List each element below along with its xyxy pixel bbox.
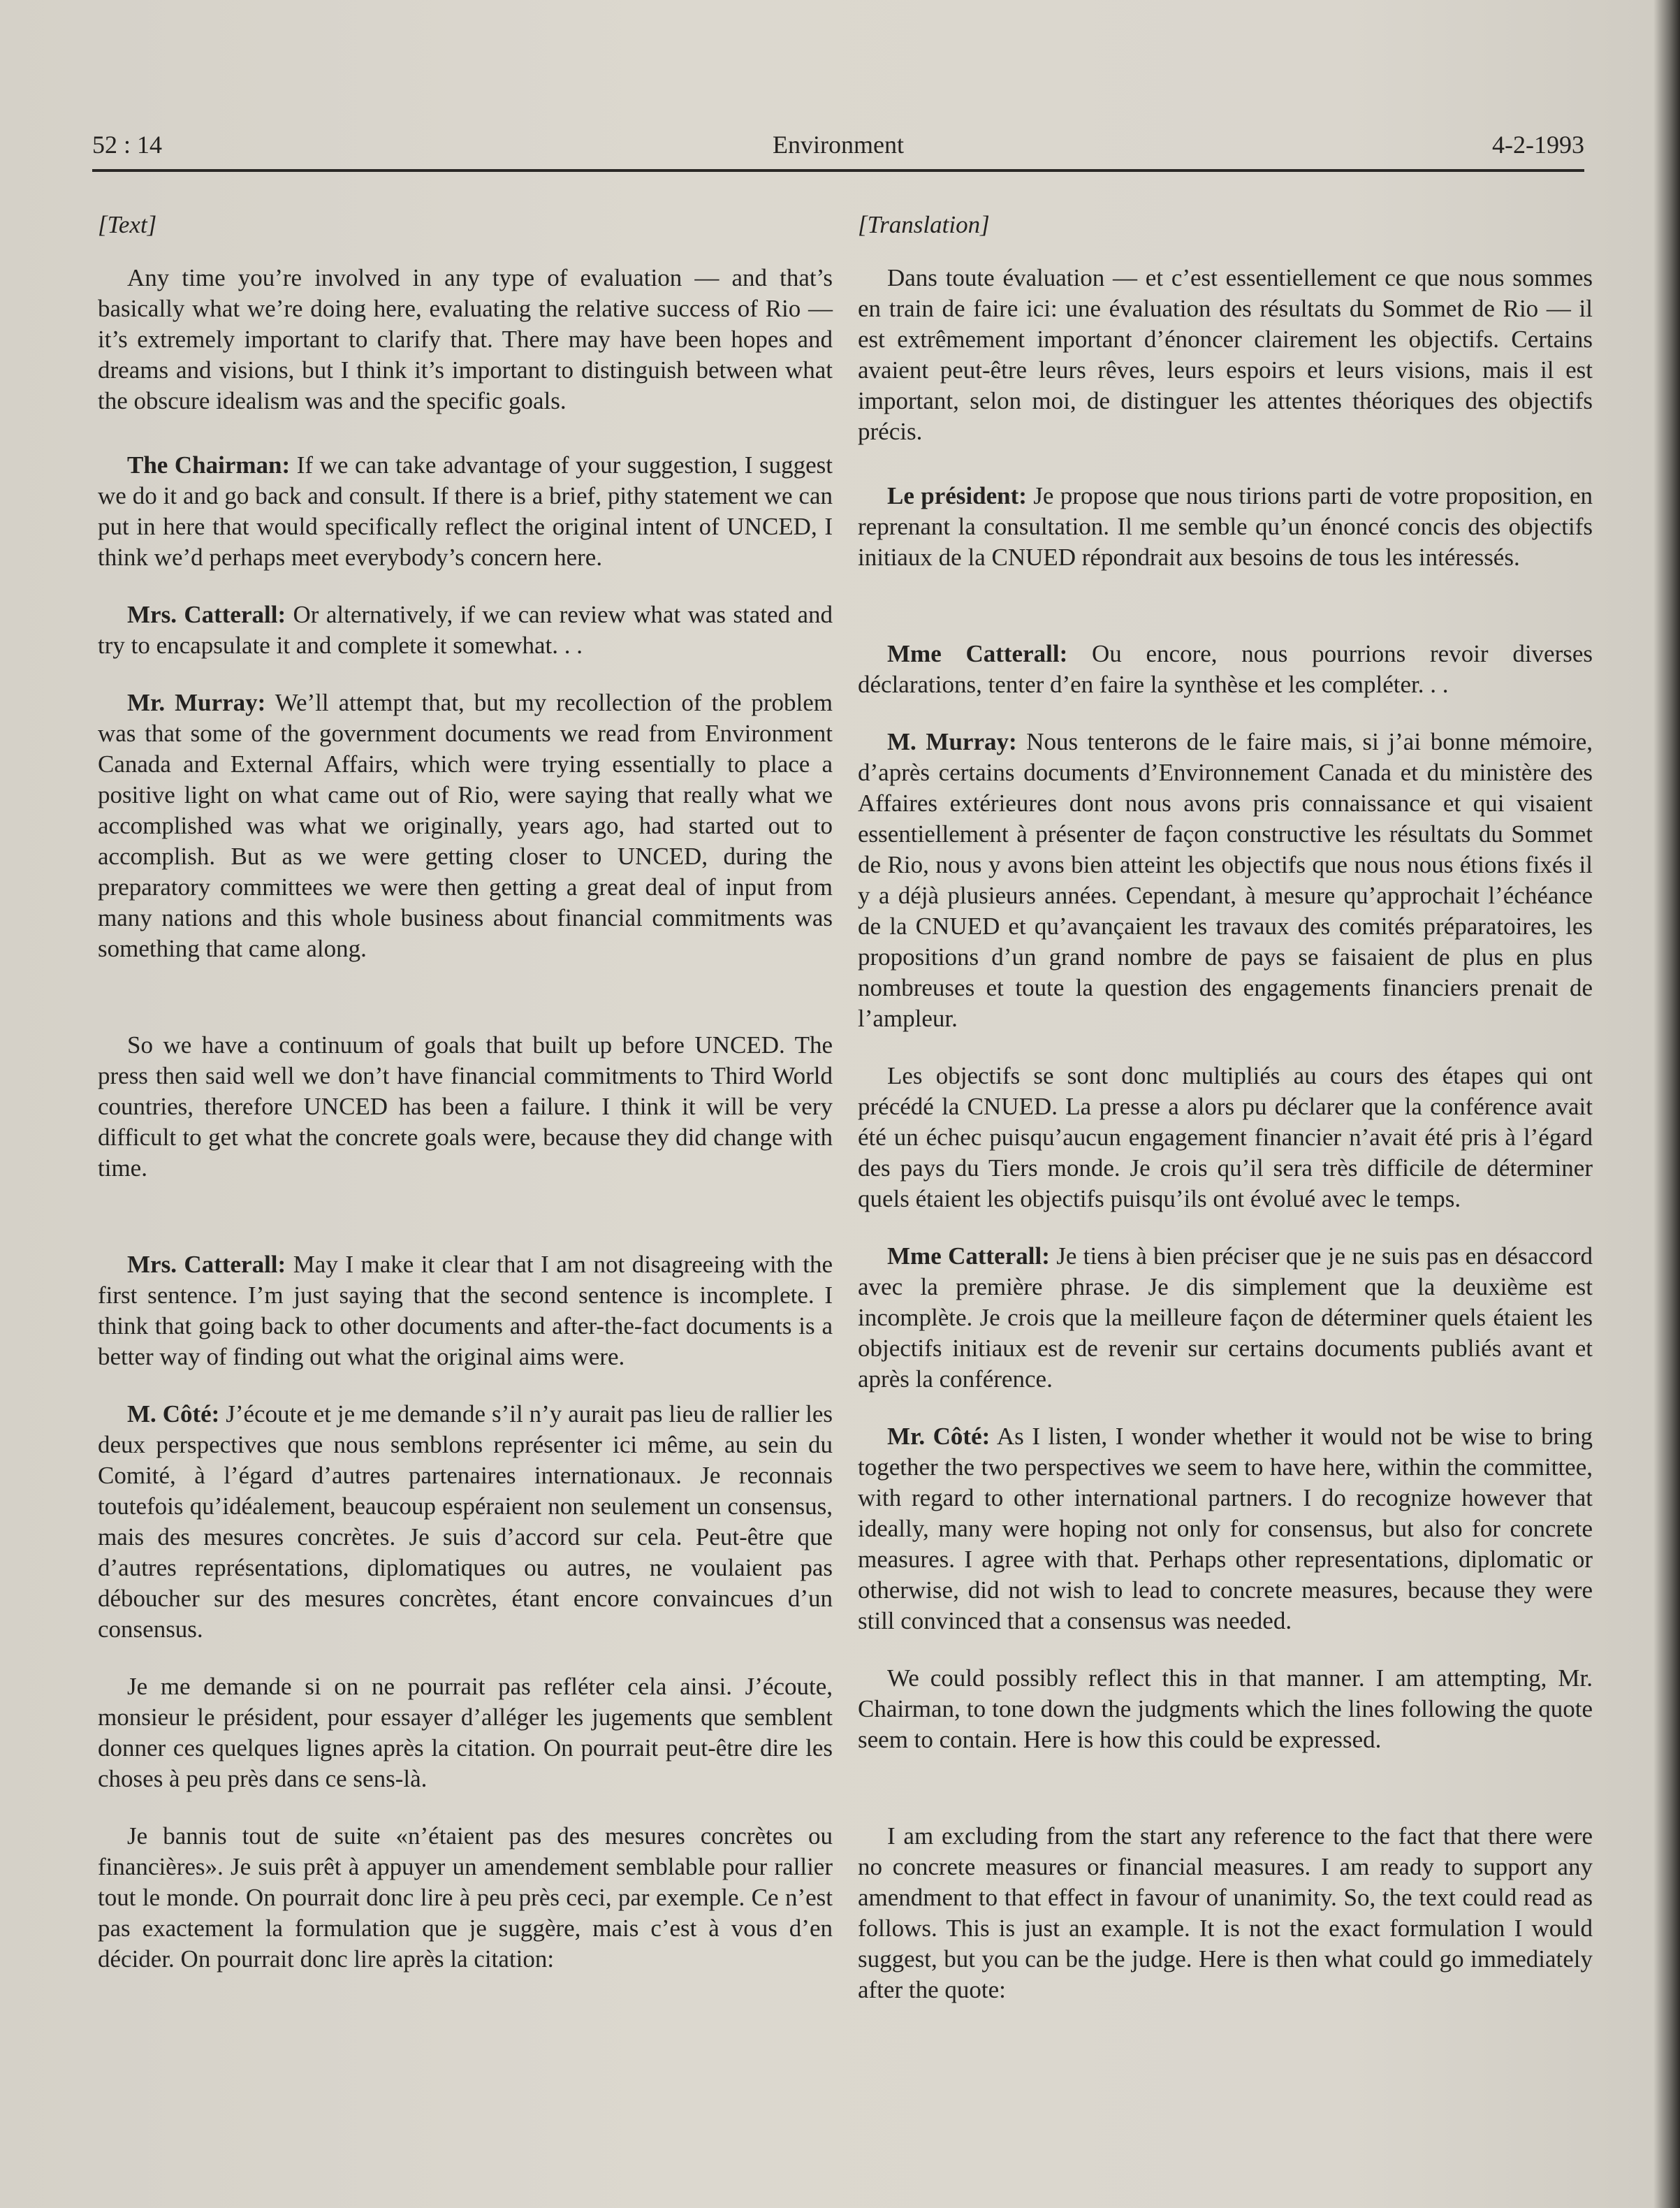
paragraph-text: Or alternatively, if we can review what was stated and try to encapsulate it and complete it somewhat. . . [98, 601, 833, 659]
paragraph [98, 263, 833, 416]
column-label: [Translation] [858, 211, 990, 238]
paragraph [98, 1821, 833, 1975]
paragraph-text: We’ll attempt that, but my recollection of the problem was that some of the government documents we read from Environment Canada and External Affairs, which were trying essentially to place a positive light on what came out of Rio, were saying that really what we accomplished was what we originally, years ago, had started out to accomplish. But as we were getting closer to UNCED, during the preparatory committees we were then getting a great deal of input from many nations and this whole business about financial commitments was something that came along. [98, 689, 833, 962]
paragraph [858, 1821, 1593, 2005]
paragraph [98, 450, 833, 573]
paragraph-text: Je bannis tout de suite «n’étaient pas des mesures concrètes ou financières». Je suis prêt à appuyer un amendement semblable pour rallier tout le monde. On pourrait donc lire à peu près ceci, par exemple. Ce n’est pas exactement la formulation que je suggère, mais c’est à vous d’en décider. On pourrait donc lire après la citation: [98, 1822, 833, 1973]
speaker-name: Mme Catterall: [887, 640, 1068, 667]
speaker-name: Mrs. Catterall: [127, 601, 286, 628]
paragraph [98, 1249, 833, 1372]
paragraph [858, 639, 1593, 700]
paragraph-text: Je tiens à bien préciser que je ne suis pas en désaccord avec la première phrase. Je dis simplement que la deuxième est incomplète. Je crois que la meilleure façon de déterminer quels étaient les objectifs initiaux est de revenir sur certains documents publiés avant et après la conférence. [858, 1242, 1593, 1393]
text-column-left [98, 210, 833, 1975]
paragraph-text: If we can take advantage of your suggestion, I suggest we do it and go back and consult. If there is a brief, pithy statement we can put in here that would specifically reflect the original intent of UNCED, I think we’d perhaps meet everybody’s concern here. [98, 451, 833, 571]
paragraph [98, 1671, 833, 1794]
speaker-name: Mme Catterall: [887, 1242, 1050, 1270]
speaker-name: The Chairman: [127, 451, 291, 479]
paragraph [98, 1030, 833, 1184]
paragraph-text: J’écoute et je me demande s’il n’y aurait pas lieu de rallier les deux perspectives que nous semblons représenter ici même, au sein du Comité, à l’égard d’autres partenaires internationaux. Je reconnais toutefois qu’idéalement, beaucoup espéraient non seulement un consensus, mais des mesures concrètes. Je suis d’accord sur cela. Peut-être que d’autres représentations, diplomatiques ou autres, ne voulaient pas déboucher sur des mesures concrètes, étant encore convaincues d’un consensus. [98, 1400, 833, 1643]
page-number: 52 : 14 [92, 131, 163, 159]
paragraph-text: Ou encore, nous pourrions revoir diverses déclarations, tenter d’en faire la synthèse et les compléter. . . [858, 640, 1593, 698]
paragraph-text: Les objectifs se sont donc multipliés au cours des étapes qui ont précédé la CNUED. La presse a alors pu déclarer que la conférence avait été un échec puisqu’aucun engagement financier n’avait été pris à l’égard des pays du Tiers monde. Je crois qu’il sera très difficile de déterminer quels étaient les objectifs puisqu’ils ont évolué avec le temps. [858, 1062, 1593, 1212]
paragraph-text: As I listen, I wonder whether it would not be wise to bring together the two perspectives we seem to have here, within the committee, with regard to other international partners. I do recognize however that ideally, many were hoping not only for consensus, but also for concrete measures. I agree with that. Perhaps other representations, diplomatic or otherwise, did not wish to lead to concrete measures, because they were still convinced that a consensus was needed. [858, 1423, 1593, 1634]
paragraph [98, 600, 833, 661]
paragraph [858, 1061, 1593, 1214]
paragraph-text: So we have a continuum of goals that built up before UNCED. The press then said well we don’t have financial commitments to Third World countries, therefore UNCED has been a failure. I think it will be very difficult to get what the concrete goals were, because they did change with time. [98, 1031, 833, 1182]
paragraph-text: Je propose que nous tirions parti de votre proposition, en reprenant la consultation. Il me semble qu’un énoncé concis des objectifs initiaux de la CNUED répondrait aux besoins de tous les intéressés. [858, 482, 1593, 571]
paragraph [98, 688, 833, 964]
speaker-name: M. Murray: [887, 728, 1017, 755]
running-header [92, 127, 1584, 172]
speaker-name: Mrs. Catterall: [127, 1251, 286, 1278]
paragraph-text: We could possibly reflect this in that manner. I am attempting, Mr. Chairman, to tone down the judgments which the lines following the quote seem to contain. Here is how this could be expressed. [858, 1664, 1593, 1753]
paragraph-text: I am excluding from the start any reference to the fact that there were no concrete measures or financial measures. I am ready to support any amendment to that effect in favour of unanimity. So, the text could read as follows. This is just an example. It is not the exact formulation I would suggest, but you can be the judge. Here is then what could go immediately after the quote: [858, 1822, 1593, 2003]
column-label: [Text] [98, 211, 157, 238]
paragraph [858, 1663, 1593, 1755]
header-date: 4-2-1993 [1492, 131, 1584, 159]
paragraph-text: Any time you’re involved in any type of evaluation — and that’s basically what we’re doing here, evaluating the relative success of Rio — it’s extremely important to clarify that. There may have been hopes and dreams and visions, but I think it’s important to distinguish between what the obscure idealism was and the specific goals. [98, 264, 833, 414]
paragraph [858, 727, 1593, 1034]
paragraph [98, 1399, 833, 1645]
paragraph [858, 1421, 1593, 1636]
publication-title: Environment [773, 131, 904, 159]
speaker-name: Mr. Côté: [887, 1423, 991, 1450]
paragraph-text: Je me demande si on ne pourrait pas refléter cela ainsi. J’écoute, monsieur le président, pour essayer d’alléger les jugements que semblent donner ces quelques lignes après la citation. On pourrait peut-être dire les choses à peu près dans ce sens-là. [98, 1673, 833, 1792]
paragraph-text: Nous tenterons de le faire mais, si j’ai bonne mémoire, d’après certains documents d’Environnement Canada et du ministère des Affaires extérieures dont nous avons pris connaissance et qui visaient essentiellement à présenter de façon constructive les résultats du Sommet de Rio, nous y avons bien atteint les objectifs que nous nous étions fixés il y a déjà plusieurs années. Cependant, à mesure qu’approchait l’échéance de la CNUED et qu’avançaient les travaux des comités préparatoires, les propositions d’un grand nombre de pays se faisaient de plus en plus nombreuses et toute la question des engagements financiers prenait de l’ampleur. [858, 728, 1593, 1032]
paragraph [858, 1241, 1593, 1395]
speaker-name: Mr. Murray: [127, 689, 266, 716]
paragraph-text: May I make it clear that I am not disagreeing with the first sentence. I’m just saying that the second sentence is incomplete. I think that going back to other documents and after-the-fact documents is a better way of finding out what the original aims were. [98, 1251, 833, 1370]
paragraph [858, 263, 1593, 447]
paragraph-text: Dans toute évaluation — et c’est essentiellement ce que nous sommes en train de faire ici: une évaluation des résultats du Sommet de Rio — il est extrêmement important d’énoncer clairement les objectifs. Certains avaient peut-être leurs rêves, leurs espoirs et leurs visions, mais il est important, selon moi, de distinguer les attentes théoriques des objectifs précis. [858, 264, 1593, 445]
speaker-name: M. Côté: [127, 1400, 220, 1428]
paragraph [858, 481, 1593, 573]
text-column-right [858, 210, 1593, 2005]
page-edge-shadow [1653, 0, 1680, 2208]
speaker-name: Le président: [887, 482, 1027, 509]
